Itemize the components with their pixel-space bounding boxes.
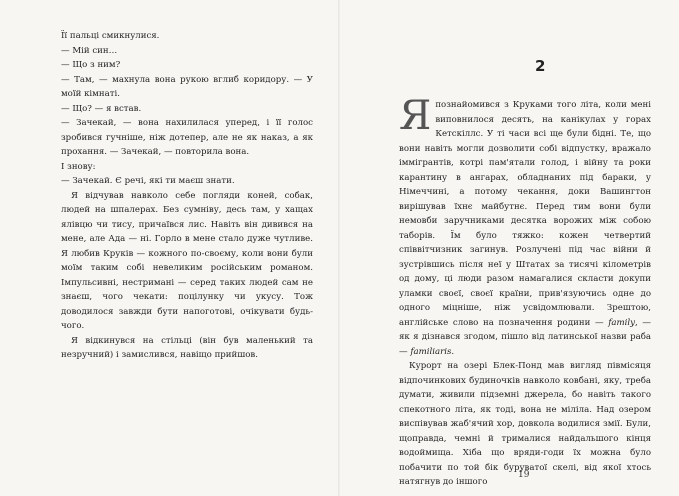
chapter-number: 2 — [535, 57, 546, 75]
drop-cap: Я — [399, 93, 432, 139]
paragraph: Її пальці смикнулися. — [61, 31, 160, 41]
italic-word: familiaris — [410, 346, 452, 357]
right-page — [340, 0, 679, 496]
paragraph: — Мій син… — [61, 45, 118, 56]
paragraph-text: , — як я дізнався згодом, пішло від латинської назви раба — — [399, 317, 651, 357]
right-page-text — [399, 93, 651, 490]
paragraph-text: . — [451, 346, 455, 357]
paragraph: Я відчував навколо себе погляди коней, собак, людей на шпалерах. Без сумніву, десь там, у хащах ялівцю чи тису, причаївся лис. Навіть він дивився на мене, але Ада — ні. Горло в мене стало дуже чутливе. Я любив Круків — кожного по-своєму, коли вони були моїм таким собі невеликим російським романом. Імпульсивні, нестримані — серед таких людей сам не знаєш, чого чекати: поцілунку чи укусу. Тож доводилося завжди бути напоготові, очікувати будь-чого. — [61, 190, 313, 331]
italic-word: family — [608, 317, 636, 328]
paragraph: І знову: — [61, 161, 96, 172]
paragraph: — Там, — махнула вона рукою вглиб коридору. — У моїй кімнаті. — [61, 74, 313, 99]
left-page-text — [61, 29, 313, 363]
paragraph: — Що? — я встав. — [61, 103, 142, 114]
left-page — [0, 0, 339, 496]
paragraph-text: познайомився з Круками того літа, коли мені виповнилося десять, на канікулах у горах Кетскіллс. У ті часи всі ще були бідні. Те, що вони навіть могли дозволити собі відпустку, вражало іммігрантів, котрі пам'ятали голод, і війну та роки карантину в ангарах, обладнаних під бараки, у Німеччині, а потому чекання, доки Вашингтон вирішував їхнє майбутнє. Перед тим вони були немовби заручниками десятка ворожих між собою таборів. Їм було тяжко: кожен четвертий співвітчизник загинув. Розлучені під час війни й зустрівшись після неї у Штатах за тисячі кілометрів од дому, ці люди разом намагалися скласти докупи уламки своєї, своєї країни, прив'язуючись одне до одного міцніше, ніж усвідомлювали. Зрештою, англійське слово на позначення родини — — [399, 100, 651, 328]
paragraph: — Зачекай. Є речі, які ти маєш знати. — [61, 176, 235, 186]
paragraph: — Зачекай, — вона нахилилася уперед, і її голос зробився гучніше, ніж дотепер, але не як наказ, а як прохання. — Зачекай, — повторила вона. — [61, 118, 313, 157]
paragraph: — Що з ним? — [61, 60, 121, 70]
page-number: 19 — [518, 470, 530, 480]
paragraph — [399, 93, 651, 359]
paragraph: Курорт на озері Блек-Понд мав вигляд півмісяця відпочинкових будиночків навколо ковбані, яку, треба думати, живили підземні джерела, бо навіть такого спекотного літа, як тоді, вона не міліла. Над озером виспівував жаб'ячий хор, довкола водилися змії. Були, щоправда, чемні й трималися найдальшого кінця водоймища. Хіба що вряди-годи їх можна було побачити по той бік буруватої скелі, від якої хтось натягнув до іншого — [399, 361, 651, 487]
paragraph: Я відкинувся на стільці (він був маленький та незручний) і замислився, навіщо прийшов. — [61, 335, 313, 360]
